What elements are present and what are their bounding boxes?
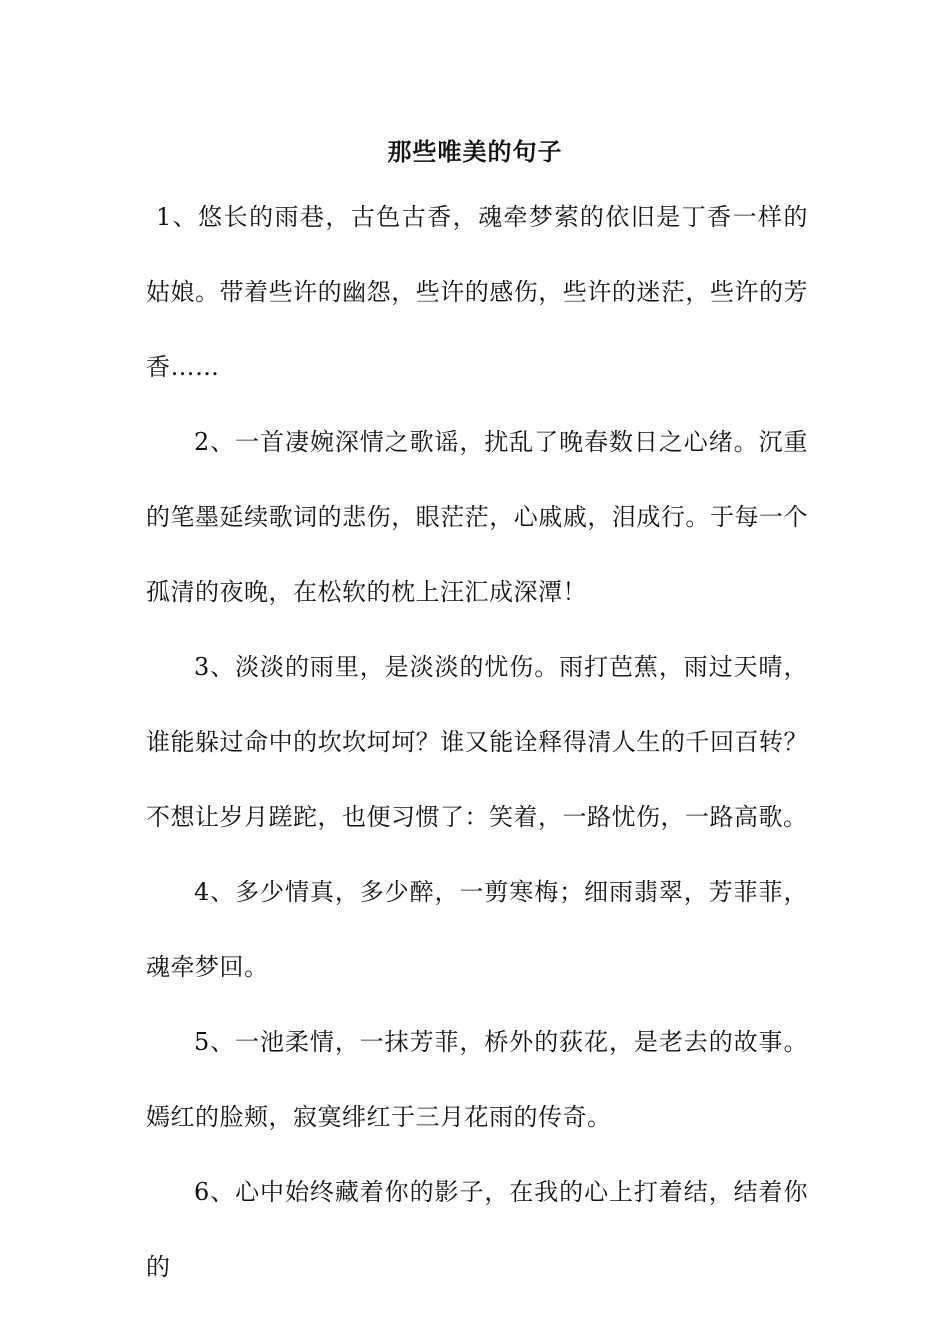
paragraph-4: 4、多少情真，多少醉，一剪寒梅；细雨翡翠，芳菲菲，魂牵梦回。 — [146, 878, 808, 981]
paragraph-5: 5、一池柔情，一抹芳菲，桥外的荻花，是老去的故事。嫣红的脸颊，寂寞绯红于三月花雨的传奇。 — [146, 1028, 808, 1131]
paragraph-6: 6、心中始终藏着你的影子，在我的心上打着结，结着你的 — [146, 1178, 808, 1281]
document-title: 那些唯美的句子 — [387, 137, 563, 166]
paragraph-2: 2、一首凄婉深情之歌谣，扰乱了晚春数日之心绪。沉重的笔墨延续歌词的悲伤，眼茫茫，心戚戚，泪成行。于每一个孤清的夜晚，在松软的枕上汪汇成深潭！ — [146, 428, 808, 606]
document-body — [146, 180, 808, 1305]
paragraph-3: 3、淡淡的雨里，是淡淡的忧伤。雨打芭蕉，雨过天晴，谁能躲过命中的坎坎坷坷？谁又能诠释得清人生的千回百转？不想让岁月蹉跎，也便习惯了：笑着，一路忧伤，一路高歌。 — [146, 653, 808, 831]
paragraph-1: 1、悠长的雨巷，古色古香，魂牵梦萦的依旧是丁香一样的姑娘。带着些许的幽怨，些许的感伤，些许的迷茫，些许的芳香…… — [146, 203, 808, 381]
